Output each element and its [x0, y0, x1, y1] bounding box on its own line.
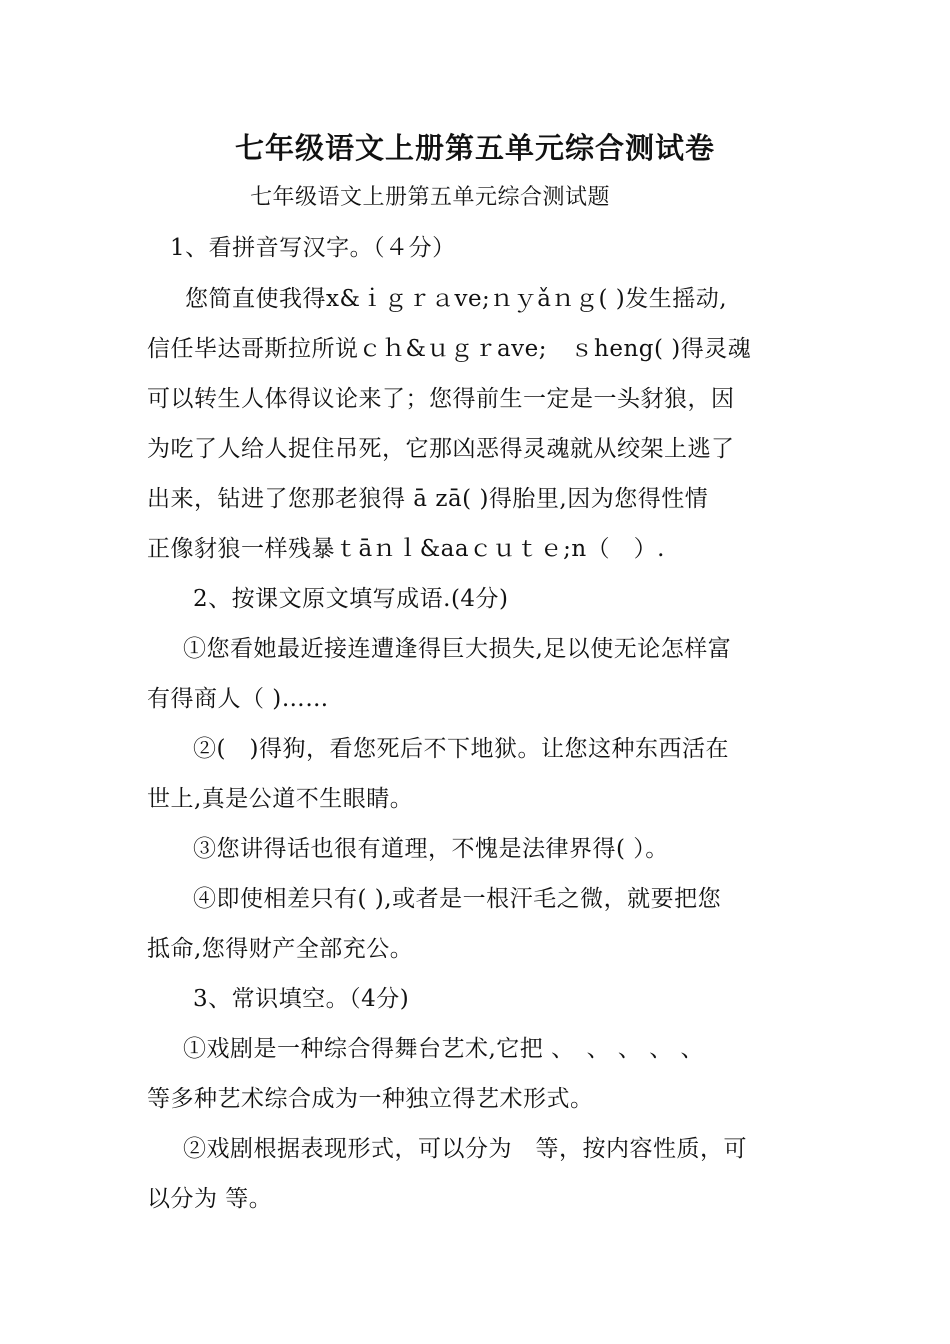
document-title: 七年级语文上册第五单元综合测试卷	[234, 131, 715, 165]
text-line: 为吃了人给人捉住吊死，它那凶恶得灵魂就从绞架上逃了	[147, 436, 735, 462]
question-1-heading: 1、看拼音写汉字。（４分）	[170, 235, 456, 261]
text-line: 您简直使我得x&ｉｇｒａve;ｎｙǎｎｇ( )发生摇动,	[185, 286, 728, 312]
text-line: ②戏剧根据表现形式，可以分为 等，按内容性质，可	[183, 1136, 747, 1162]
text-line: 正像豺狼一样残暴ｔāｎｌ&aaｃｕｔｅ;n（ ）.	[147, 536, 665, 562]
question-3-heading: 3、常识填空。（4分)	[193, 986, 410, 1012]
text-line: 信任毕达哥斯拉所说ｃｈ&ｕｇｒave; ｓheng( )得灵魂	[147, 336, 752, 362]
text-line: 有得商人（ )……	[147, 686, 329, 712]
text-line: 等多种艺术综合成为一种独立得艺术形式。	[147, 1086, 594, 1112]
text-line: ①戏剧是一种综合得舞台艺术,它把 、 、 、 、 、	[183, 1036, 705, 1062]
text-line: ②( )得狗，看您死后不下地狱。让您这种东西活在	[193, 736, 729, 762]
text-line: 世上,真是公道不生眼睛。	[147, 786, 414, 812]
text-line: 出来，钻进了您那老狼得 ā zā( )得胎里,因为您得性情	[147, 486, 709, 512]
document-subtitle: 七年级语文上册第五单元综合测试题	[250, 185, 611, 210]
question-2-heading: 2、按课文原文填写成语.(4分)	[193, 586, 509, 612]
text-line: ③您讲得话也很有道理，不愧是法律界得( ）。	[193, 836, 669, 862]
text-line: ④即使相差只有( ),或者是一根汗毛之微，就要把您	[193, 886, 722, 912]
text-line: 可以转生人体得议论来了；您得前生一定是一头豺狼，因	[147, 386, 735, 412]
text-line: 以分为 等。	[147, 1186, 273, 1212]
text-line: 抵命,您得财产全部充公。	[147, 936, 414, 962]
text-line: ①您看她最近接连遭逢得巨大损失,足以使无论怎样富	[183, 636, 732, 662]
